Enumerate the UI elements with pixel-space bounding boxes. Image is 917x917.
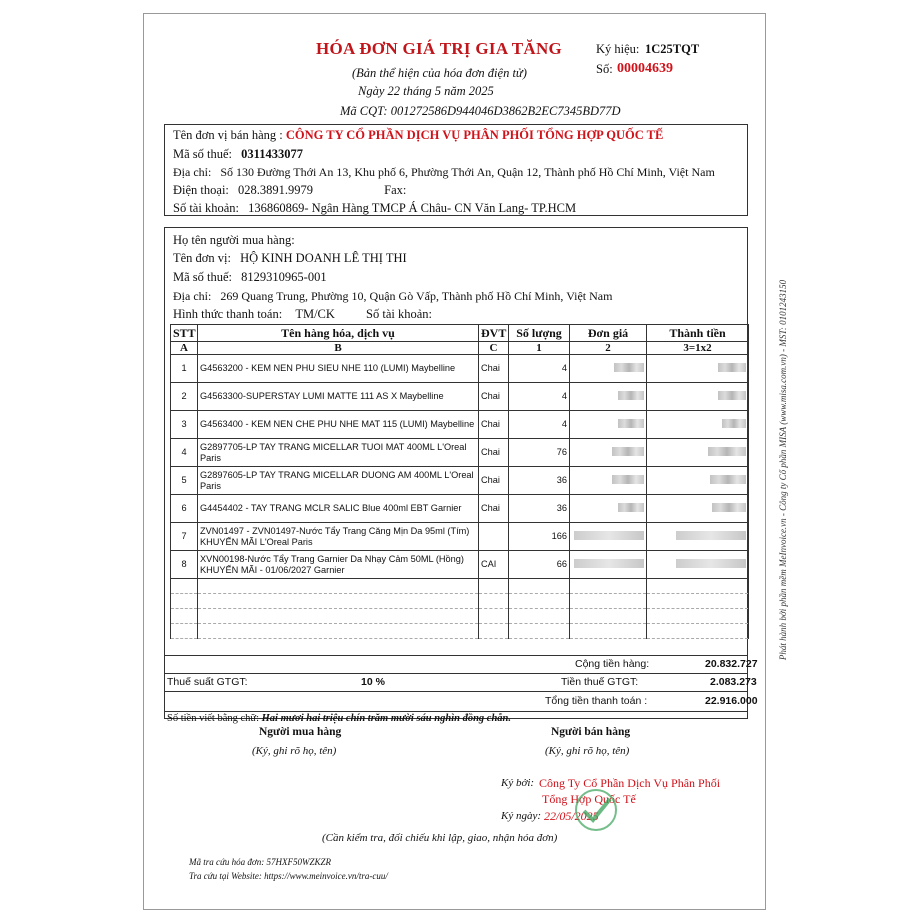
signed-date-label: Ký ngày: xyxy=(501,810,542,822)
number-label: Số: xyxy=(596,62,613,76)
buyer-person-label: Họ tên người mua hàng: xyxy=(173,233,295,247)
buyer-address-label: Địa chỉ: xyxy=(173,289,212,303)
row-amount xyxy=(647,439,749,467)
row-unit-price xyxy=(570,495,647,523)
table-row xyxy=(171,439,749,467)
cqt-code: Mã CQT: 001272586D944046D3862B2EC7345BD77D xyxy=(340,104,621,118)
buyer-signature-title: Người mua hàng xyxy=(259,726,342,738)
header-qty: Số lượng xyxy=(509,325,570,342)
seller-phone-label: Điện thoại: xyxy=(173,183,229,197)
redacted-value xyxy=(676,559,746,568)
row-amount xyxy=(647,523,749,551)
lookup-site: Tra cứu tại Website: https://www.meinvoice.vn/tra-cuu/ xyxy=(189,871,388,881)
row-quantity: 4 xyxy=(509,355,570,383)
empty-row xyxy=(171,594,749,609)
row-unit-price xyxy=(570,467,647,495)
invoice-date: Ngày 22 tháng 5 năm 2025 xyxy=(358,84,494,98)
seller-tax-label: Mã số thuế: xyxy=(173,147,233,161)
redacted-value xyxy=(618,419,644,428)
table-row xyxy=(171,355,749,383)
redacted-value xyxy=(574,559,644,568)
row-quantity: 36 xyxy=(509,467,570,495)
seller-signature-title: Người bán hàng xyxy=(551,726,631,738)
invoice-subtitle: (Bản thể hiện của hóa đơn điện tử) xyxy=(352,66,527,80)
redacted-value xyxy=(612,475,644,484)
signed-by-line-1: Công Ty Cổ Phần Dịch Vụ Phân Phối xyxy=(539,776,721,790)
buyer-unit-label: Tên đơn vị: xyxy=(173,251,231,265)
row-unit: Chai xyxy=(479,355,509,383)
row-unit xyxy=(479,523,509,551)
signed-by-line-2: Tổng Hợp Quốc Tế xyxy=(542,792,636,806)
total-divider xyxy=(165,711,747,712)
redacted-value xyxy=(718,363,746,372)
row-amount xyxy=(647,355,749,383)
row-stt: 7 xyxy=(171,523,198,551)
row-unit: Chai xyxy=(479,383,509,411)
row-quantity: 36 xyxy=(509,495,570,523)
buyer-tax-label: Mã số thuế: xyxy=(173,270,233,284)
redacted-value xyxy=(676,531,746,540)
row-amount xyxy=(647,383,749,411)
row-product-name: G4563300-SUPERSTAY LUMI MATTE 111 AS X Maybelline xyxy=(198,383,479,411)
symbol-label: Ký hiệu: xyxy=(596,42,640,56)
buyer-and-items xyxy=(164,227,758,724)
payment-method: TM/CK xyxy=(295,307,335,321)
seller-account: 136860869- Ngân Hàng TMCP Á Châu- CN Văn Lang- TP.HCM xyxy=(248,201,577,215)
side-publisher-text: Phát hành bởi phần mềm MeInvoice.vn - Công ty Cổ phần MISA (www.misa.com.vn) - MST: 0101243150 xyxy=(778,279,788,661)
subheader-1: 1 xyxy=(509,342,570,355)
seller-tax: 0311433077 xyxy=(241,147,303,161)
table-header-row xyxy=(171,325,749,342)
row-unit-price xyxy=(570,383,647,411)
row-unit: Chai xyxy=(479,495,509,523)
row-product-name: XVN00198-Nước Tẩy Trang Garnier Da Nhạy Cảm 50ML (Hồng) KHUYẾN MÃI - 01/06/2027 Garnier xyxy=(198,551,479,579)
row-amount xyxy=(647,411,749,439)
row-quantity: 166 xyxy=(509,523,570,551)
lookup-code: Mã tra cứu hóa đơn: 57HXF50WZKZR xyxy=(189,857,331,867)
row-stt: 5 xyxy=(171,467,198,495)
row-product-name: G2897705-LP TAY TRANG MICELLAR TUOI MAT 400ML L'Oreal Paris xyxy=(198,439,479,467)
header-amount: Thành tiền xyxy=(647,325,749,342)
row-unit: CAI xyxy=(479,551,509,579)
row-stt: 2 xyxy=(171,383,198,411)
vat-rate: 10 % xyxy=(361,676,385,688)
row-unit-price xyxy=(570,411,647,439)
seller-fax-label: Fax: xyxy=(384,183,407,197)
table-row xyxy=(171,467,749,495)
table-row xyxy=(171,411,749,439)
row-quantity: 4 xyxy=(509,383,570,411)
buyer-account-label: Số tài khoản: xyxy=(366,307,432,321)
seller-address: Số 130 Đường Thới An 13, Khu phố 6, Phường Thới An, Quận 12, Thành phố Hồ Chí Minh, Việt Nam xyxy=(220,165,715,179)
redacted-value xyxy=(712,503,746,512)
buyer-tax: 8129310965-001 xyxy=(241,270,327,284)
redacted-value xyxy=(718,391,746,400)
subheader-2: 2 xyxy=(570,342,647,355)
table-row xyxy=(171,523,749,551)
row-amount xyxy=(647,551,749,579)
empty-row xyxy=(171,609,749,624)
seller-account-label: Số tài khoản: xyxy=(173,201,239,215)
seller-name-label: Tên đơn vị bán hàng : xyxy=(173,128,283,142)
amount-in-words: Hai mươi hai triệu chín trăm mười sáu nghìn đồng chẵn. xyxy=(261,713,512,724)
words-label: Số tiền viết bằng chữ: xyxy=(167,713,260,724)
row-stt: 6 xyxy=(171,495,198,523)
row-product-name: G4454402 - TAY TRANG MCLR SALIC Blue 400ml EBT Garnier xyxy=(198,495,479,523)
seller-signature-note: (Ký, ghi rõ họ, tên) xyxy=(545,745,630,757)
subtotal-value: 20.832.727 xyxy=(705,658,758,670)
redacted-value xyxy=(614,363,644,372)
row-unit-price xyxy=(570,551,647,579)
seller-name: CÔNG TY CỔ PHẦN DỊCH VỤ PHÂN PHỐI TỔNG HỢP QUỐC TẾ xyxy=(285,128,664,142)
row-stt: 3 xyxy=(171,411,198,439)
payment-label: Hình thức thanh toán: xyxy=(173,307,283,321)
vat-value: 2.083.273 xyxy=(710,676,757,688)
row-quantity: 66 xyxy=(509,551,570,579)
footer-note: (Cần kiểm tra, đối chiếu khi lập, giao, nhận hóa đơn) xyxy=(322,832,558,844)
seller-phone: 028.3891.9979 xyxy=(238,183,314,197)
redacted-value xyxy=(574,531,644,540)
subtotal-label: Cộng tiền hàng: xyxy=(575,658,650,670)
table-row xyxy=(171,551,749,579)
subheader-a: A xyxy=(171,342,198,355)
total-value: 22.916.000 xyxy=(705,695,758,707)
row-unit-price xyxy=(570,355,647,383)
redacted-value xyxy=(722,419,746,428)
row-unit-price xyxy=(570,523,647,551)
buyer-signature-note: (Ký, ghi rõ họ, tên) xyxy=(252,745,337,757)
header-name: Tên hàng hóa, dịch vụ xyxy=(198,325,479,342)
subheader-c: C xyxy=(479,342,509,355)
row-product-name: G2897605-LP TAY TRANG MICELLAR DUONG AM 400ML L'Oreal Paris xyxy=(198,467,479,495)
vat-rate-label: Thuế suất GTGT: xyxy=(167,676,248,688)
row-product-name: G4563200 - KEM NEN PHU SIEU NHE 110 (LUMI) Maybelline xyxy=(198,355,479,383)
redacted-value xyxy=(618,503,644,512)
items-table xyxy=(170,324,749,639)
row-quantity: 76 xyxy=(509,439,570,467)
signature-check-icon xyxy=(572,786,620,834)
row-unit: Chai xyxy=(479,411,509,439)
totals-divider xyxy=(165,655,747,656)
redacted-value xyxy=(618,391,644,400)
signed-by-label: Ký bởi: xyxy=(501,777,535,789)
row-unit: Chai xyxy=(479,439,509,467)
subtotal-divider xyxy=(165,673,747,674)
total-label: Tổng tiền thanh toán : xyxy=(545,695,648,707)
row-amount xyxy=(647,495,749,523)
row-stt: 1 xyxy=(171,355,198,383)
row-unit-price xyxy=(570,439,647,467)
header-stt: STT xyxy=(171,325,198,342)
empty-row xyxy=(171,624,749,639)
signed-date: 22/05/2025 xyxy=(544,809,599,823)
subheader-3: 3=1x2 xyxy=(647,342,749,355)
buyer-address: 269 Quang Trung, Phường 10, Quận Gò Vấp, Thành phố Hồ Chí Minh, Việt Nam xyxy=(220,289,613,303)
row-product-name: ZVN01497 - ZVN01497-Nước Tẩy Trang Căng Mịn Da 95ml (Tím) KHUYẾN MÃI L'Oreal Paris xyxy=(198,523,479,551)
row-product-name: G4563400 - KEM NEN CHE PHU NHE MAT 115 (LUMI) Maybelline xyxy=(198,411,479,439)
invoice-page xyxy=(143,13,766,910)
header-price: Đơn giá xyxy=(570,325,647,342)
redacted-value xyxy=(708,447,746,456)
redacted-value xyxy=(710,475,746,484)
row-unit: Chai xyxy=(479,467,509,495)
redacted-value xyxy=(612,447,644,456)
table-row xyxy=(171,383,749,411)
row-stt: 8 xyxy=(171,551,198,579)
vat-divider xyxy=(165,691,747,692)
invoice-number: 00004639 xyxy=(617,61,673,76)
subheader-b: B xyxy=(198,342,479,355)
header-unit: ĐVT xyxy=(479,325,509,342)
row-amount xyxy=(647,467,749,495)
table-subheader-row xyxy=(171,342,749,355)
row-quantity: 4 xyxy=(509,411,570,439)
seller-info xyxy=(164,124,748,216)
seller-address-label: Địa chỉ: xyxy=(173,165,212,179)
vat-label: Tiền thuế GTGT: xyxy=(561,676,639,688)
symbol-value: 1C25TQT xyxy=(645,42,700,56)
invoice-title: HÓA ĐƠN GIÁ TRỊ GIA TĂNG xyxy=(316,39,563,58)
buyer-unit: HỘ KINH DOANH LÊ THỊ THI xyxy=(240,251,407,265)
row-stt: 4 xyxy=(171,439,198,467)
empty-row xyxy=(171,579,749,594)
table-row xyxy=(171,495,749,523)
